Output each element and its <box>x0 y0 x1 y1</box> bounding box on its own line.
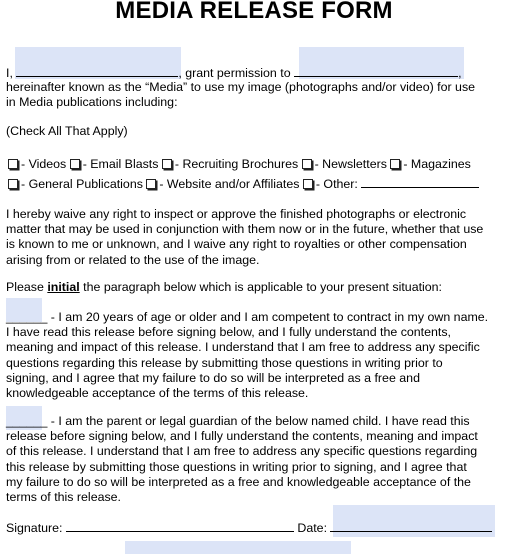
option-email-blasts[interactable]: - Email Blasts <box>70 157 159 171</box>
checkbox-icon[interactable] <box>303 179 313 189</box>
checkbox-icon[interactable] <box>146 179 156 189</box>
name-blank <box>16 65 178 77</box>
media-blank <box>294 65 458 77</box>
adult-line: signing, and I agree that my failure to do so will be interpreted as a free and <box>6 370 420 385</box>
option-other[interactable]: - Other: <box>303 177 358 191</box>
waiver-line: is known to me or unknown, and I waive any right to royalties or other compensation <box>6 237 467 252</box>
guardian-line: ______ - I am the parent or legal guardian of the below named child. I have read this <box>6 414 470 428</box>
intro-line-3: in Media publications including: <box>6 95 178 109</box>
check-all-text: (Check All That Apply) <box>6 124 128 138</box>
initial-prompt: Please initial the paragraph below which is applicable to your present situation: <box>6 280 443 294</box>
options-row-2 <box>8 176 479 192</box>
adult-line: questions regarding this release by submitting those questions in writing prior to <box>6 355 443 370</box>
guardian-line: of this release. I understand that I am free to address any specific questions regarding <box>6 444 478 459</box>
guardian-line: terms of this release. <box>6 490 122 505</box>
adult-line: knowledgeable acceptance of the terms of this release. <box>6 386 309 401</box>
option-newsletters[interactable]: - Newsletters <box>302 157 387 171</box>
waiver-paragraph <box>6 207 502 268</box>
option-website-affiliates[interactable]: - Website and/or Affiliates <box>146 177 299 191</box>
waiver-line: matter that may be used in conjunction with them now or in the future, whether that use <box>6 222 484 237</box>
signature-extra-field[interactable] <box>125 541 351 554</box>
adult-line: I have read this release before signing below, and I fully understand the contents, <box>6 325 451 340</box>
intro-line-1 <box>6 65 462 81</box>
checkbox-icon[interactable] <box>70 159 80 169</box>
adult-line: meaning and impact of this release. I understand that I am free to address any specific <box>6 340 480 355</box>
option-magazines[interactable]: - Magazines <box>390 157 471 171</box>
option-general-publications[interactable]: - General Publications <box>8 177 143 191</box>
waiver-line: I hereby waive any right to inspect or approve the finished photographs or electronic <box>6 207 467 221</box>
other-blank[interactable] <box>361 176 479 188</box>
checkbox-icon[interactable] <box>390 159 400 169</box>
intro-prefix: I, <box>6 66 13 80</box>
checkbox-icon[interactable] <box>8 159 18 169</box>
options-row-1 <box>8 157 471 172</box>
guardian-line: this release by submitting those questions in writing prior to signing, and I agree that <box>6 459 467 474</box>
intro-comma: , <box>458 66 462 80</box>
form-title: MEDIA RELEASE FORM <box>115 0 393 24</box>
guardian-line: my failure to do so will be interpreted as a free and knowledgeable acceptance of the <box>6 474 471 489</box>
checkbox-icon[interactable] <box>162 159 172 169</box>
adult-paragraph <box>6 310 502 401</box>
waiver-line: arising from or related to the use of the image. <box>6 252 260 267</box>
guardian-line: release before signing below, and I fully understand the contents, meaning and impact <box>6 429 478 444</box>
signature-label: Signature: <box>6 521 63 535</box>
checkbox-icon[interactable] <box>8 179 18 189</box>
signature-blank[interactable] <box>66 520 294 532</box>
signature-line <box>6 520 492 536</box>
guardian-paragraph <box>6 414 502 505</box>
intro-grant-text: , grant permission to <box>178 66 291 80</box>
intro-line-2: hereinafter known as the “Media” to use my image (photographs and/or video) for use <box>6 80 476 94</box>
date-label: Date: <box>297 521 328 535</box>
initial-word: initial <box>47 280 80 294</box>
checkbox-icon[interactable] <box>302 159 312 169</box>
adult-line: ______ - I am 20 years of age or older and I am competent to contract in my own name. <box>6 310 489 324</box>
option-recruiting-brochures[interactable]: - Recruiting Brochures <box>162 157 298 171</box>
option-videos[interactable]: - Videos <box>8 157 66 171</box>
date-blank[interactable] <box>330 520 492 532</box>
